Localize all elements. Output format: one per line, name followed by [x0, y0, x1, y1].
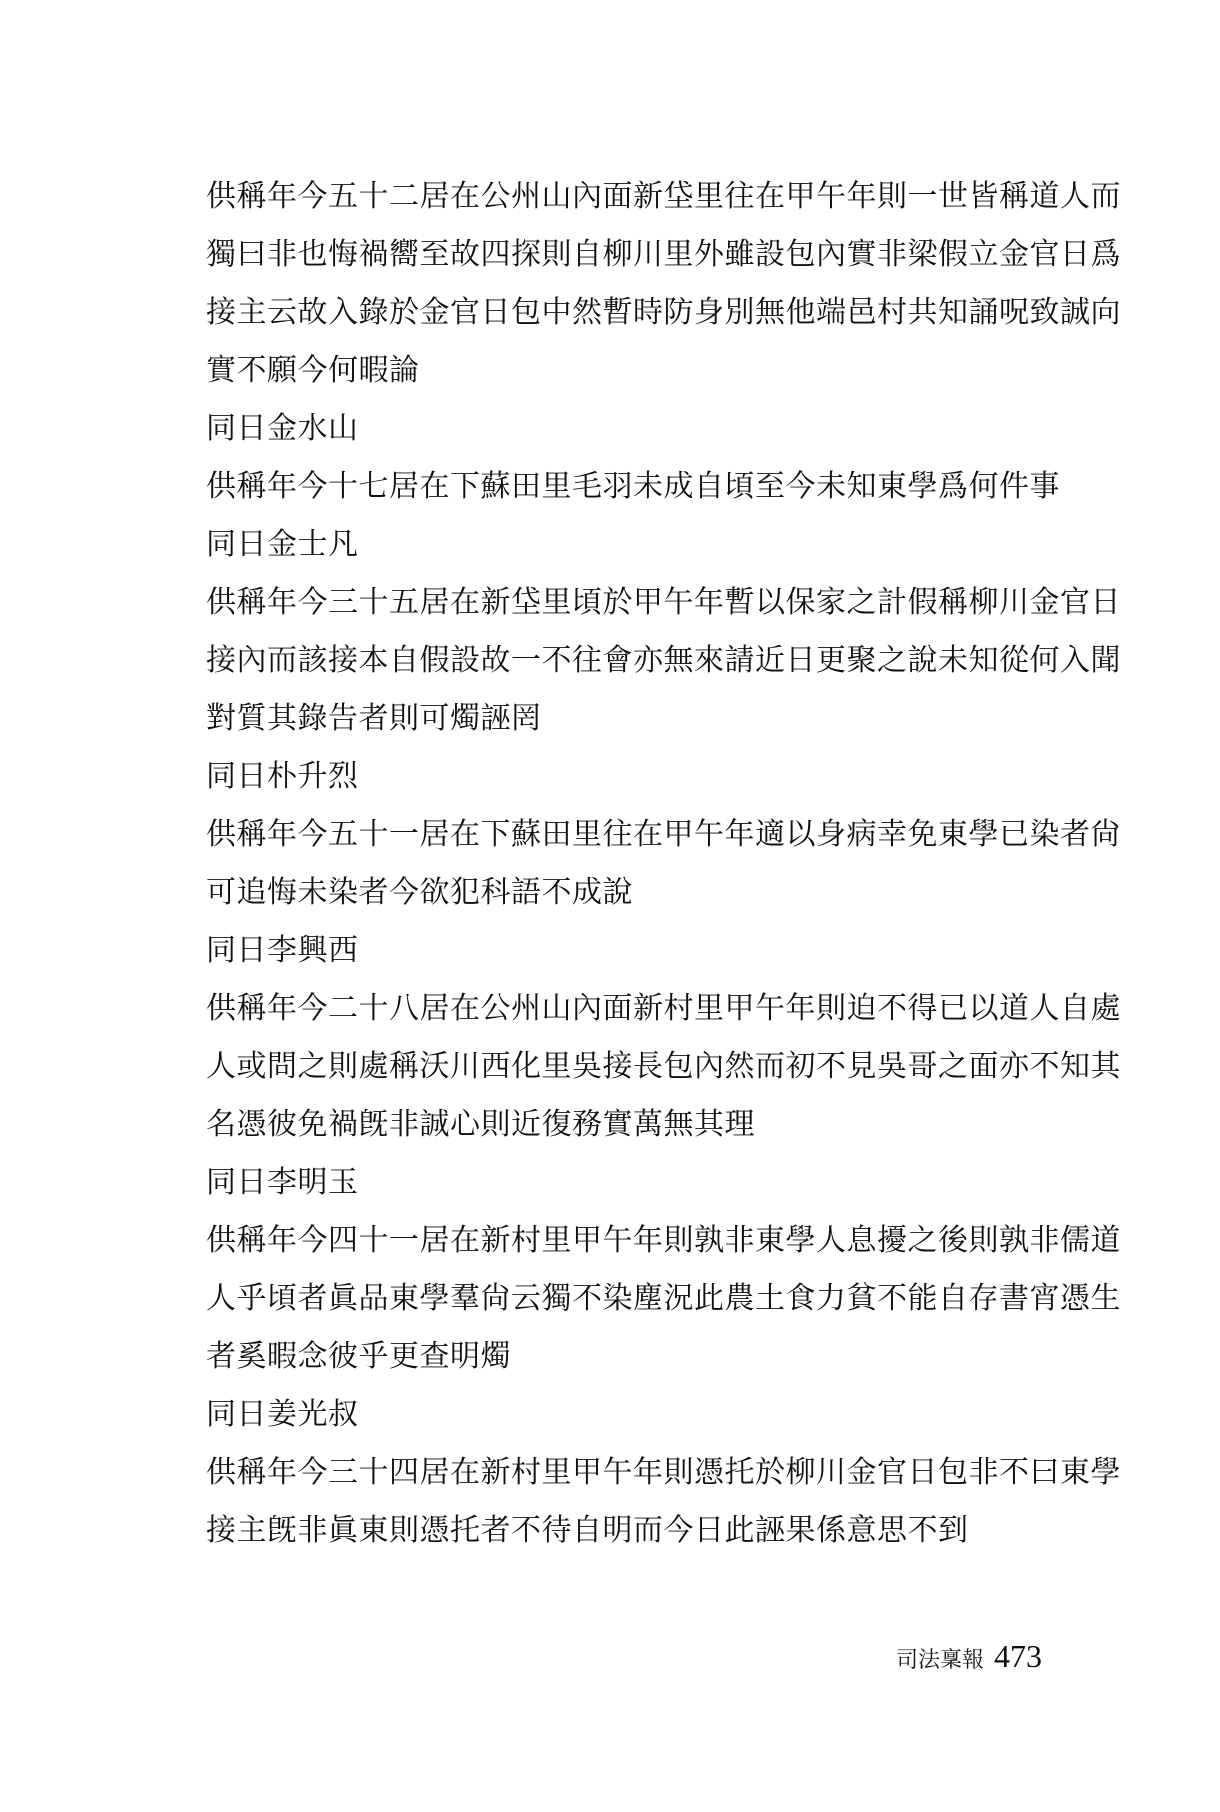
- text-line: 接主云故入錄於金官日包中然暫時防身別無他端邑村共知誦呪致誠向: [206, 295, 1121, 330]
- text-line: 供稱年今五十二居在公州山內面新垈里往在甲午年則一世皆稱道人而: [206, 179, 1121, 214]
- journal-title: 司法稟報: [895, 1648, 984, 1673]
- entry-heading: 同日李明玉: [206, 1165, 359, 1200]
- text-line: 供稱年今三十五居在新垈里頃於甲午年暫以保家之計假稱柳川金官日: [206, 585, 1121, 620]
- text-line: 供稱年今十七居在下蘇田里毛羽未成自頃至今未知東學爲何件事: [206, 469, 1060, 504]
- text-line: 獨曰非也悔禍嚮至故四探則自柳川里外雖設包內實非梁假立金官日爲: [206, 237, 1121, 272]
- page-number: 473: [994, 1638, 1042, 1674]
- text-line: 供稱年今三十四居在新村里甲午年則憑托於柳川金官日包非不曰東學: [206, 1455, 1121, 1490]
- text-line: 可追悔未染者今欲犯科語不成說: [206, 875, 633, 910]
- entry-heading: 同日朴升烈: [206, 759, 359, 794]
- text-line: 供稱年今五十一居在下蘇田里往在甲午年適以身病幸免東學已染者尙: [206, 817, 1121, 852]
- text-line: 名憑彼免禍旣非誠心則近復務實萬無其理: [206, 1107, 755, 1142]
- entry-heading: 同日金水山: [206, 411, 359, 446]
- entry-heading: 同日姜光叔: [206, 1397, 359, 1432]
- text-line: 人乎頃者眞品東學羣尙云獨不染塵況此農土食力貧不能自存書宵憑生: [206, 1281, 1121, 1316]
- text-line: 供稱年今二十八居在公州山內面新村里甲午年則迫不得已以道人自處: [206, 991, 1121, 1026]
- text-line: 實不願今何暇論: [206, 353, 420, 388]
- text-line: 供稱年今四十一居在新村里甲午年則孰非東學人息擾之後則孰非儒道: [206, 1223, 1121, 1258]
- text-line: 人或問之則處稱沃川西化里吳接長包內然而初不見吳哥之面亦不知其: [206, 1049, 1121, 1084]
- text-line: 接內而該接本自假設故一不往會亦無來請近日更聚之說未知從何入聞: [206, 643, 1121, 678]
- entry-heading: 同日李興西: [206, 933, 359, 968]
- entry-heading: 同日金士凡: [206, 527, 359, 562]
- text-line: 者奚暇念彼乎更查明燭: [206, 1339, 511, 1374]
- page-footer: [896, 1638, 1042, 1675]
- text-line: 對質其錄告者則可燭誣罔: [206, 701, 542, 736]
- body-text: [206, 168, 1121, 1560]
- text-line: 接主旣非眞東則憑托者不待自明而今日此誣果係意思不到: [206, 1513, 969, 1548]
